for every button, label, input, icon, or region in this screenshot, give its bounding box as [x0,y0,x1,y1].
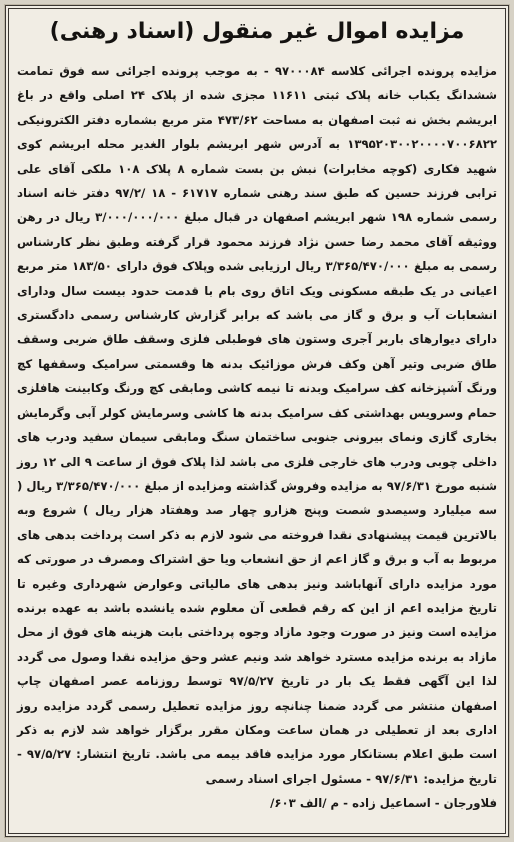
notice-title: مزایده اموال غیر منقول (اسناد رهنی) [49,19,465,44]
notice-body [17,59,497,816]
notice-signature: فلاورجان - اسماعیل زاده - م /الف ۶۰۳/ [270,796,497,811]
newspaper-clipping [4,4,510,838]
notice-paragraph: مزایده پرونده اجرائی کلاسه ۹۷۰۰۰۸۴ - به موجب پرونده اجرائی سه فوق تمامت ششدانگ یکباب خانه پلاک ثبتی ۱۱۶۱۱ مجزی شده از پلاک ۲۴ اصلی واقع در باغ ابریشم بخش نه ثبت اصفهان به مساحت ۴۷۳/۶۲ متر مربع بشماره دفتر الکترونیکی ۱۳۹۵۲۰۳۰۰۲۰۰۰۰۷۰۰۶۸۲۲ به آدرس شهر ابریشم بلوار الغدیر محله ابریشم کوی شهید فکاری (کوچه مخابرات) نبش بن بست شماره ۸ پلاک ۱۰۸ ملکی آقای علی ترابی فرزند حسین که طبق سند رهنی شماره ۶۱۷۱۷ - ۱۸ /۹۷/۲ دفتر خانه اسناد رسمی شماره ۱۹۸ شهر ابریشم اصفهان در قبال مبلغ ۳/۰۰۰/۰۰۰/۰۰۰ ریال در رهن ووثیقه آقای محمد رضا حسن نژاد فرزند محمود قرار گرفته وطبق نظر کارشناس رسمی به مبلغ ۳/۳۶۵/۴۷۰/۰۰۰ ریال ارزیابی شده وپلاک فوق دارای ۱۸۳/۵۰ متر مربع اعیانی در یک طبقه مسکونی ویک اتاق روی بام با قدمت حدود بیست سال ودارای انشعابات آب و برق و گاز می باشد که برابر گزارش کارشناس رسمی دادگستری دارای دیوارهای باربر آجری وستون های فوطبلی فلزی وسقف طاق ضربی وسقف طاق ضربی وتیر آهن وکف فرش موزائیک بدنه ها وقسمتی سرامیک وسقفها کچ ورنگ آشپزخانه کف سرامیک وبدنه تا نیمه کاشی ومابقی کچ ورنگ وکابینت هافلزی حمام وسرویس بهداشتی کف سرامیک بدنه ها کاشی وسرمایش کولر آبی وگرمایش بخاری گازی ونمای بیرونی جنوبی ساختمان سنگ ومابقی سیمان سفید ودرب های داخلی چوبی ودرب های خارجی فلزی می باشد لذا پلاک فوق از ساعت ۹ الی ۱۲ روز شنبه مورخ ۹۷/۶/۳۱ به مزایده وفروش گذاشته ومزایده از مبلغ ۳/۳۶۵/۴۷۰/۰۰۰ ریال ( سه میلیارد وسیصدو شصت وپنج هزارو چهار صد وهفتاد هزار ریال ) شروع وبه بالاترین قیمت پیشنهادی نقدا فروخته می شود لازم به ذکر است پرداخت بدهی های مربوط به آب و برق و گاز اعم از حق انشعاب ویا حق اشتراک ومصرف در صورتی که مورد مزایده دارای آنهاباشد ونیز بدهی های مالیاتی وعوارض شهرداری وغیره تا تاریخ مزایده اعم از این که رقم قطعی آن معلوم شده یانشده باشد به عهده برنده مزایده است ونیز در صورت وجود مازاد وجوه پرداختی بابت هزینه های فوق از محل مازاد به برنده مزایده مسترد خواهد شد ونیم عشر وحق مزایده نقدا وصول می گردد لذا این آگهی فقط یک بار در تاریخ ۹۷/۵/۲۷ توسط روزنامه عصر اصفهان چاپ اصفهان منتشر می گردد ضمنا چنانچه روز مزایده تعطیل رسمی گردد مزایده روز اداری بعد از تعطیلی در همان ساعت ومکان مقرر برگزار خواهد شد لازم به ذکر است طبق اعلام بستانکار مورد مزایده فاقد بیمه می باشد. تاریخ انتشار: ۹۷/۵/۲۷ - تاریخ مزایده: ۹۷/۶/۳۱ - مسئول اجرای اسناد رسمی [17,64,498,786]
